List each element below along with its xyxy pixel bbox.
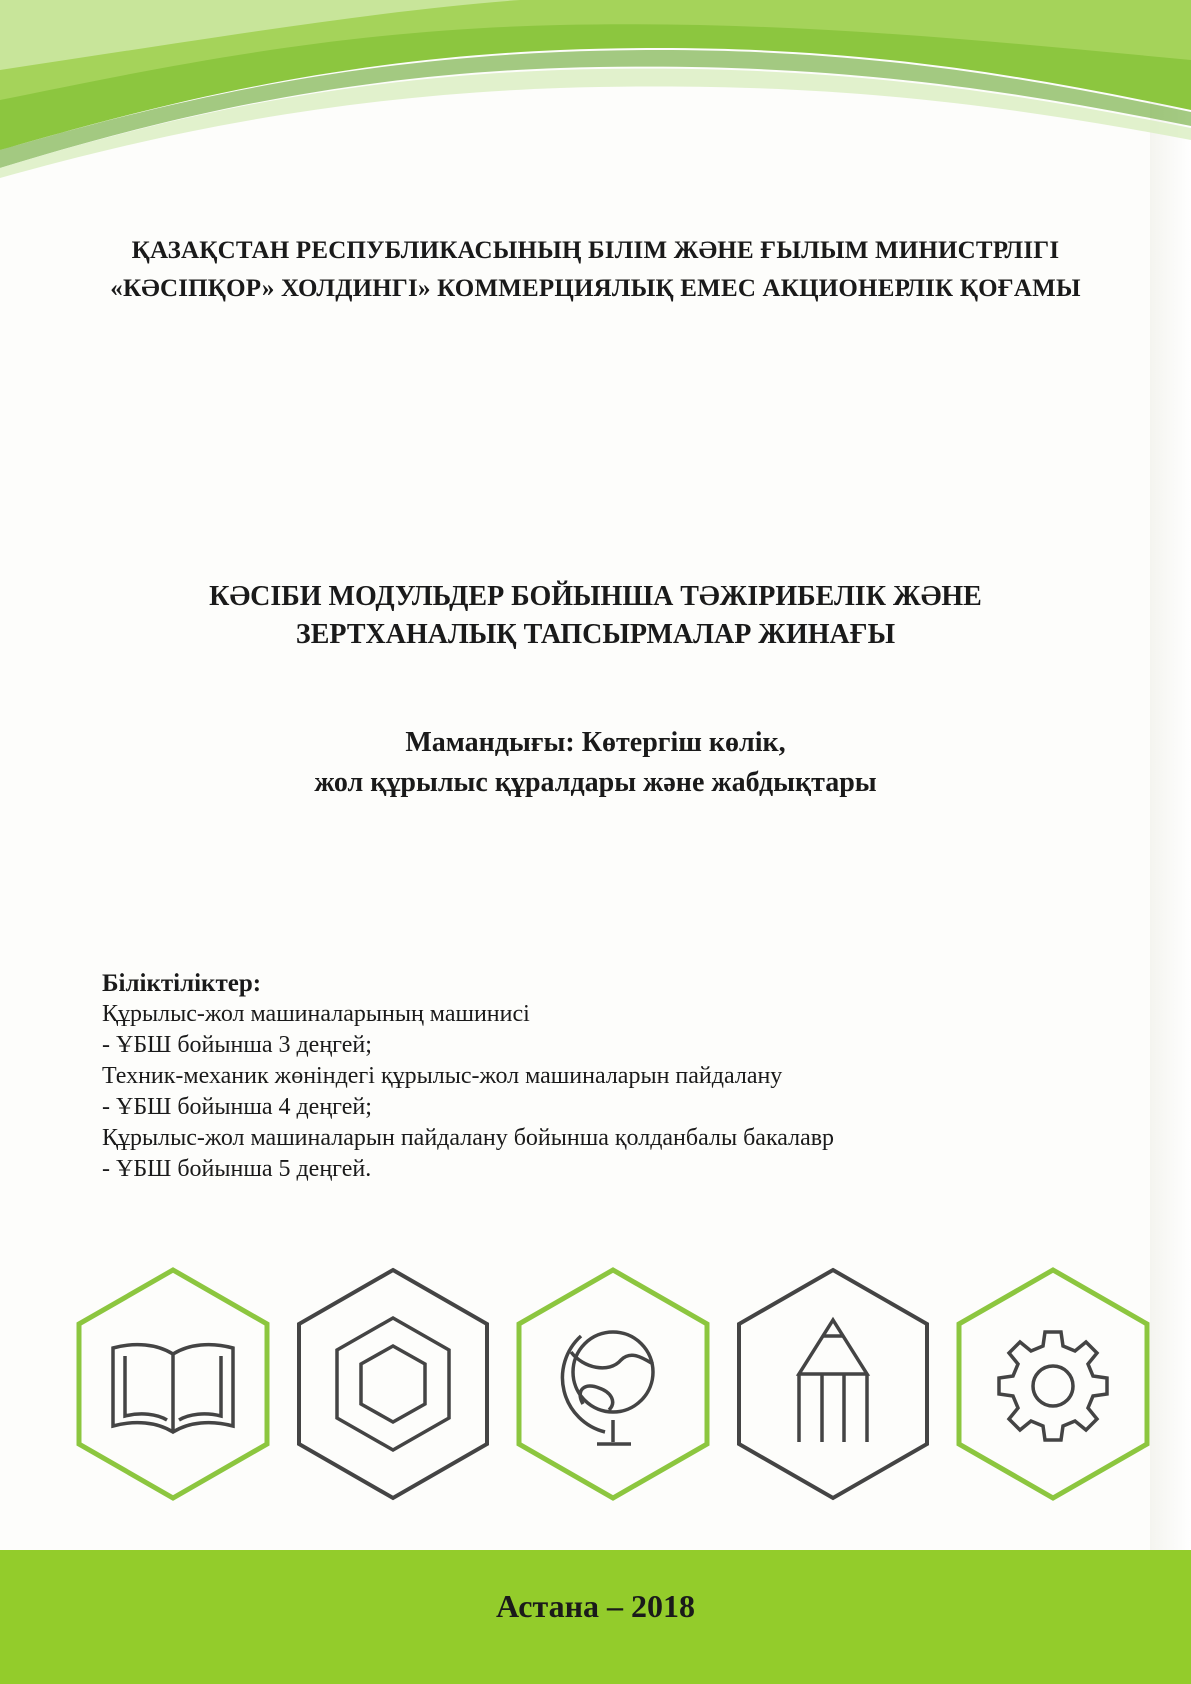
publication-city-year: Астана – 2018 [495,1588,696,1624]
qualification-line: - ҰБШ бойынша 3 деңгей; [102,1032,372,1058]
qualification-line: - ҰБШ бойынша 4 деңгей; [102,1094,372,1120]
title-line-2: ЗЕРТХАНАЛЫҚ ТАПСЫРМАЛАР ЖИНАҒЫ [295,619,896,650]
globe-icon [513,1264,713,1504]
nut-icon [293,1264,493,1504]
qualifications-heading: Біліктіліктер: [102,970,262,997]
icons-row [0,1264,1191,1504]
ministry-name: ҚАЗАҚСТАН РЕСПУБЛИКАСЫНЫҢ БІЛІМ ЖӘНЕ ҒЫЛЫМ МИНИСТРЛІГІ [131,237,1060,264]
specialty-line-1: Мамандығы: Көтергіш көлік, [405,727,786,758]
qualification-line: - ҰБШ бойынша 5 деңгей. [102,1156,372,1182]
holding-name: «КӘСІПҚОР» ХОЛДИНГІ» КОММЕРЦИЯЛЫҚ ЕМЕС АКЦИОНЕРЛІК ҚОҒАМЫ [110,275,1081,302]
gear-icon [953,1264,1153,1504]
document-title [0,578,1191,654]
specialty-line-2: жол құрылыс құралдары және жабдықтары [314,767,877,798]
top-wave-decoration [0,0,1191,200]
qualification-line: Құрылыс-жол машиналарын пайдалану бойынша қолданбалы бакалавр [102,1125,835,1151]
qualification-line: Техник-механик жөніндегі құрылыс-жол машиналарын пайдалану [102,1063,783,1089]
pencil-icon [733,1264,933,1504]
title-line-1: КӘСІБИ МОДУЛЬДЕР БОЙЫНША ТӘЖІРИБЕЛІК ЖӘНЕ [209,581,982,612]
book-icon [73,1264,273,1504]
qualifications-block [102,968,1052,1185]
organization-header [0,232,1191,308]
qualification-line: Құрылыс-жол машиналарының машинисі [102,1001,530,1027]
specialty-block [0,723,1191,803]
